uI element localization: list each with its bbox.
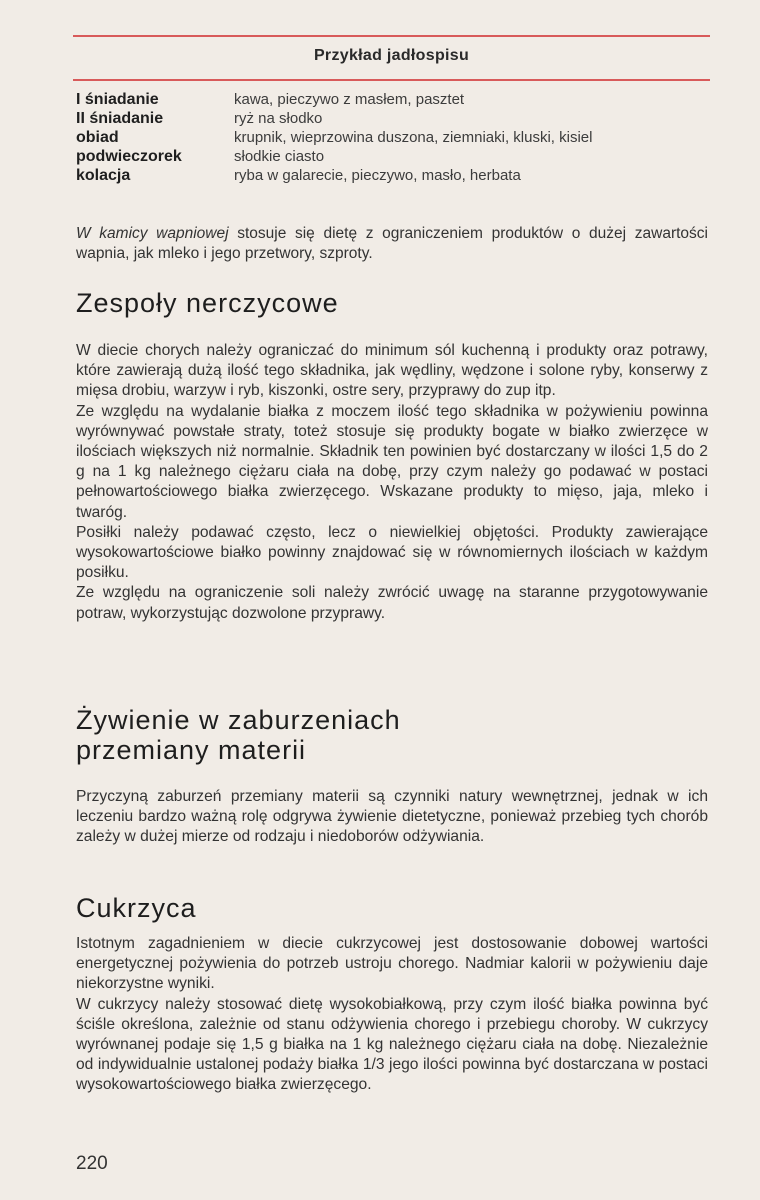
menu-row	[76, 166, 716, 185]
kamica-lead: W kamicy wapniowej	[76, 225, 229, 242]
heading-line: Żywienie w zaburzeniach	[76, 705, 401, 735]
menu-row	[76, 90, 716, 109]
page-number: 220	[76, 1153, 108, 1174]
meal-food: krupnik, wieprzowina duszona, ziemniaki, kluski, kisiel	[234, 129, 593, 146]
section-heading-nerczycowe: Zespoły nerczycowe	[76, 288, 339, 318]
paragraph: W diecie chorych należy ograniczać do minimum sól kuchenną i produkty oraz potrawy, które zawierają dużą ilość tego składnika, jak wędliny, wędzone i solone ryby, konserwy z mięsa drobiu, warzyw i ryb, kiszonki, ostre sery, przyprawy do zup itp.	[76, 342, 708, 400]
section-body-nerczycowe	[76, 341, 708, 624]
meal-label: kolacja	[76, 167, 131, 184]
title-red-rule	[73, 79, 710, 81]
kamica-text: stosuje się dietę z ograniczeniem produktów o dużej zawartości wapnia, jak mleko i jego przetwory, szproty.	[76, 225, 708, 262]
menu-row	[76, 128, 716, 147]
menu-row	[76, 109, 716, 128]
paragraph: Istotnym zagadnieniem w diecie cukrzycowej jest dostosowanie dobowej wartości energetycznej pożywienia do potrzeb ustroju chorego. Nadmiar kalorii w pożywieniu daje niekorzystne wyniki.	[76, 935, 708, 993]
meal-food: ryba w galarecie, pieczywo, masło, herbata	[234, 167, 521, 184]
meal-label: podwieczorek	[76, 148, 182, 165]
menu-table	[76, 90, 716, 185]
menu-box-title: Przykład jadłospisu	[313, 47, 470, 64]
meal-food: kawa, pieczywo z masłem, pasztet	[234, 91, 465, 108]
section-body-zywienie	[76, 787, 708, 848]
meal-label: II śniadanie	[76, 110, 164, 127]
section-body-cukrzyca	[76, 934, 708, 1096]
heading-line: przemiany materii	[76, 735, 307, 765]
meal-label: I śniadanie	[76, 91, 159, 108]
menu-row	[76, 147, 716, 166]
top-red-rule	[73, 35, 710, 37]
paragraph: Posiłki należy podawać często, lecz o niewielkiej objętości. Produkty zawierające wysokowartościowe białko powinny znajdować się w równomiernych ilościach w każdym posiłku.	[76, 523, 708, 582]
meal-food: ryż na słodko	[234, 110, 323, 127]
section-heading-zywienie	[76, 705, 401, 765]
paragraph: W cukrzycy należy stosować dietę wysokobiałkową, przy czym ilość białka powinna być ściśle określona, zależnie od stanu odżywienia chorego i przebiegu choroby. W cukrzycy wyrównanej podaje się 1,5 g białka na 1 kg należnego ciężaru ciała na dobę. Niezależnie od indywidualnie ustalonej podaży białka 1/3 jego ilości powinna być dostarczana w postaci wysokowartościowego białka zwierzęcego.	[76, 995, 708, 1094]
section-heading-cukrzyca: Cukrzyca	[76, 893, 197, 923]
meal-food: słodkie ciasto	[234, 148, 325, 165]
paragraph: Ze względu na ograniczenie soli należy zwrócić uwagę na staranne przygotowywanie potraw, wykorzystując dozwolone przyprawy.	[76, 584, 708, 622]
meal-label: obiad	[76, 129, 119, 146]
paragraph: Przyczyną zaburzeń przemiany materii są czynniki natury wewnętrznej, jednak w ich leczeniu bardzo ważną rolę odgrywa żywienie dietetyczne, ponieważ przebieg tych chorób zależy w dużej mierze od rodzaju i niedoborów odżywiania.	[76, 788, 708, 846]
kamica-paragraph	[76, 224, 708, 264]
paragraph: Ze względu na wydalanie białka z moczem ilość tego składnika w pożywieniu powinna wyrównywać powstałe straty, toteż stosuje się produkty bogate w białko zwierzęce w ilościach większych niż normalnie. Składnik ten powinien być dostarczany w ilości 1,5 do 2 g na 1 kg należnego ciężaru ciała na dobę, przy czym należy go podawać w postaci pełnowartościowego białka zwierzęcego. Wskazane produkty to mięso, jaja, mleko i twaróg.	[76, 402, 708, 521]
